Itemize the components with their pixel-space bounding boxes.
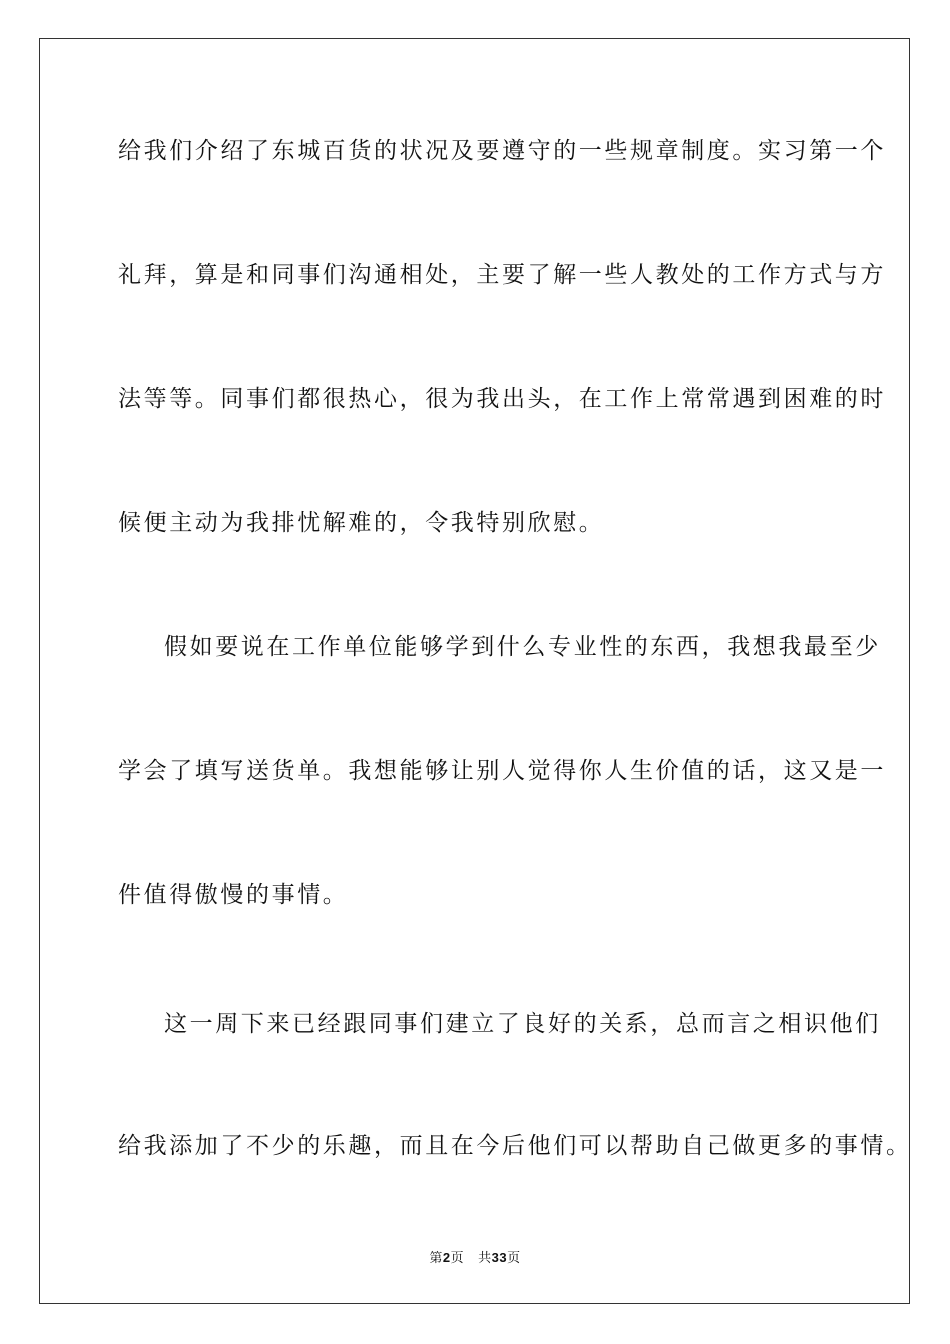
- footer-total-suffix: 页: [507, 1251, 521, 1266]
- body-line-8-paragraph-start: 这一周下来已经跟同事们建立了良好的关系，总而言之相识他们: [164, 1011, 881, 1037]
- body-line-4: 候便主动为我排忧解难的，令我特别欣慰。: [118, 510, 605, 536]
- body-line-6: 学会了填写送货单。我想能够让别人觉得你人生价值的话，这又是一: [118, 758, 886, 784]
- body-line-9: 给我添加了不少的乐趣，而且在今后他们可以帮助自己做更多的事情。: [118, 1133, 912, 1159]
- body-line-2: 礼拜，算是和同事们沟通相处，主要了解一些人教处的工作方式与方: [118, 262, 886, 288]
- footer-total-prefix: 共: [478, 1251, 492, 1266]
- page-footer: [0, 1247, 950, 1266]
- footer-page-number: 2: [442, 1250, 451, 1265]
- footer-page-suffix: 页: [450, 1251, 465, 1266]
- body-line-3: 法等等。同事们都很热心，很为我出头，在工作上常常遇到困难的时: [118, 386, 886, 412]
- footer-total-pages: 33: [491, 1250, 508, 1265]
- body-line-7: 件值得傲慢的事情。: [118, 882, 349, 908]
- body-line-1: 给我们介绍了东城百货的状况及要遵守的一些规章制度。实习第一个: [118, 138, 886, 164]
- page-border: [39, 38, 910, 1304]
- body-line-5-paragraph-start: 假如要说在工作单位能够学到什么专业性的东西，我想我最至少: [164, 634, 881, 660]
- footer-page-prefix: 第: [429, 1251, 443, 1266]
